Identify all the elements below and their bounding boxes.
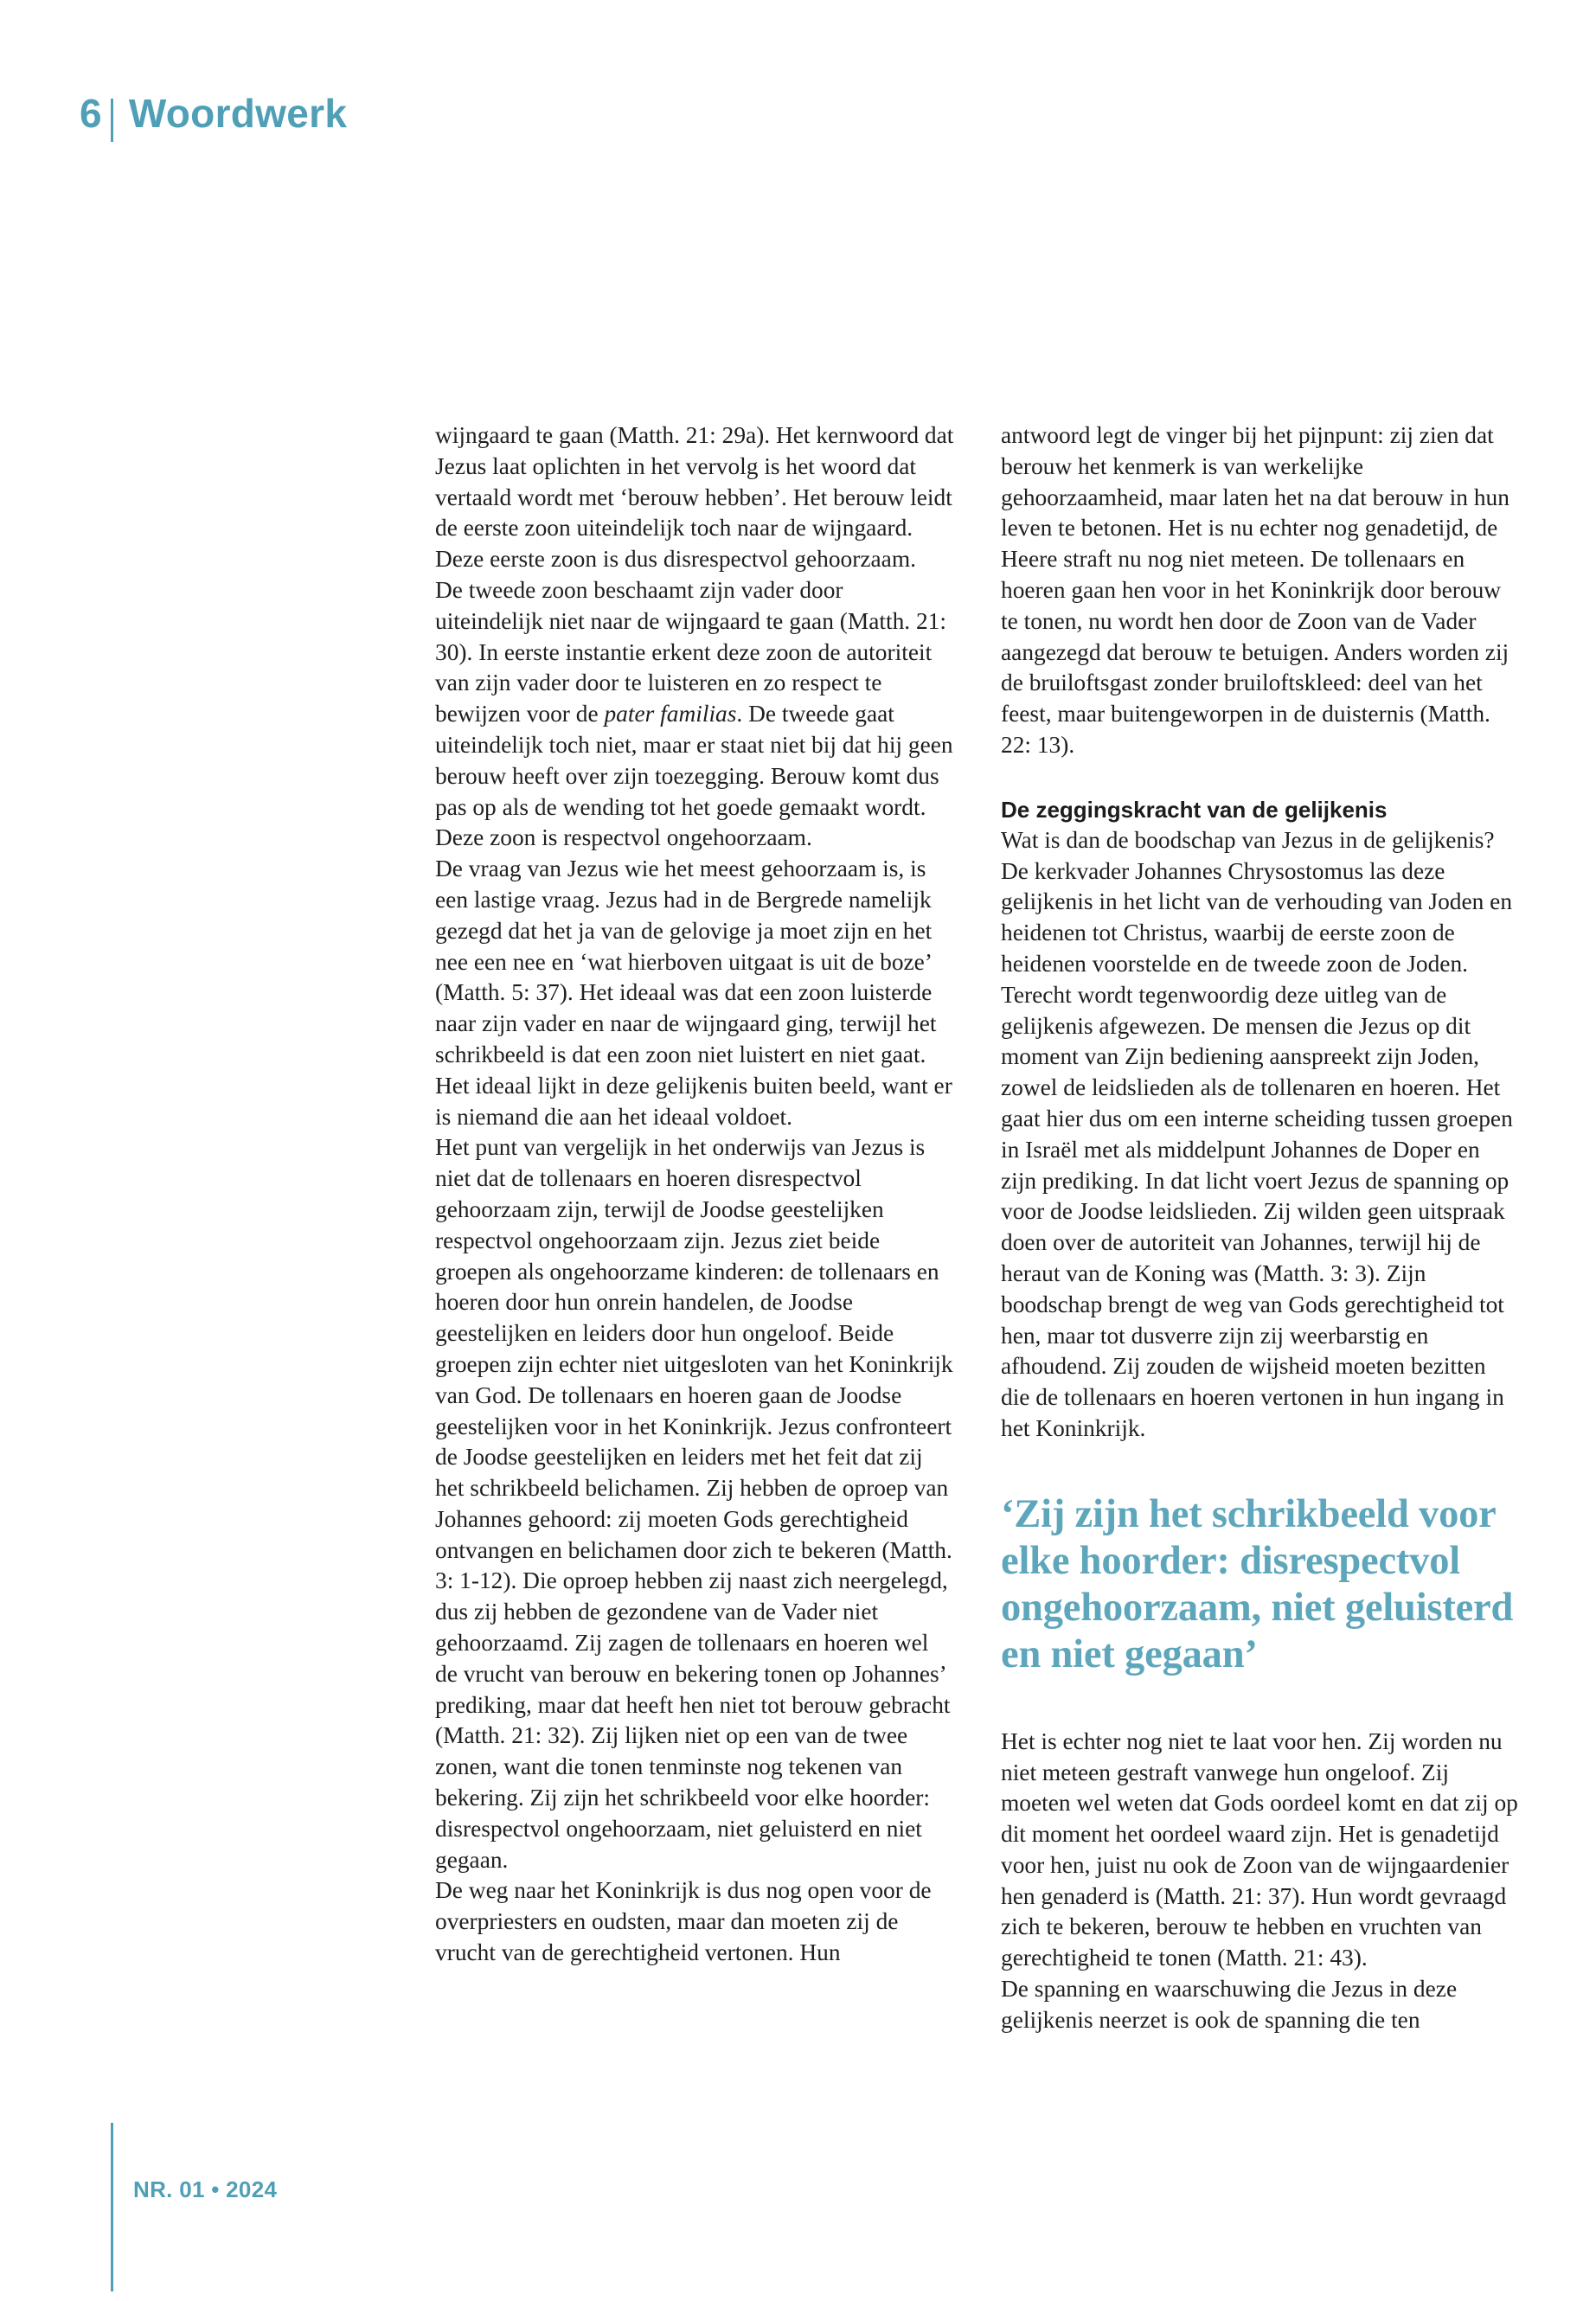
footer-rule: [111, 2123, 113, 2291]
italic-term: pater familias: [604, 701, 737, 727]
pull-quote: ‘Zij zijn het schrikbeeld voor elke hoorder: disrespectvol ongehoorzaam, niet geluisterd en niet gegaan’: [1001, 1491, 1514, 1676]
body-paragraph: De spanning en waarschuwing die Jezus in deze gelijkenis neerzet is ook de spanning die ten: [1001, 1976, 1458, 2033]
header-divider: [111, 99, 113, 142]
body-paragraph: antwoord legt de vinger bij het pijnpunt: zij zien dat berouw het kenmerk is van werkelijke gehoorzaamheid, maar laten het na dat berouw in hun leven te betonen. Het is nu echter nog genadetijd, de Heere straft nu nog niet meteen. De tollenaars en hoeren gaan hen voor in het Koninkrijk door berouw te tonen, nu wordt hen door de Zoon van de Vader aangezegd dat berouw te betuigen. Anders worden zij de bruiloftsgast zonder bruiloftskleed: deel van het feest, maar buitengeworpen in de duisternis (Matth. 22: 13).: [1001, 422, 1509, 758]
page-number: 6: [80, 91, 102, 136]
issue-label: NR. 01 • 2024: [133, 2176, 278, 2202]
left-column: [435, 420, 954, 1969]
body-paragraph: De vraag van Jezus wie het meest gehoorzaam is, is een lastige vraag. Jezus had in de Bergrede namelijk gezegd dat het ja van de gelovige ja moet zijn en het nee een nee en ‘wat hierboven uitgaat is uit de boze’ (Matth. 5: 37). Het ideaal was dat een zoon luisterde naar zijn vader en naar de wijngaard ging, terwijl het schrikbeeld is dat een zoon niet luistert en niet gaat. Het ideaal lijkt in deze gelijkenis buiten beeld, want er is niemand die aan het ideaal voldoet.: [435, 856, 952, 1130]
body-paragraph: De weg naar het Koninkrijk is dus nog open voor de overpriesters en oudsten, maar dan moeten zij de vrucht van de gerechtigheid vertonen. Hun: [435, 1877, 932, 1966]
text-run: . De tweede gaat uiteindelijk toch niet, maar er staat niet bij dat hij geen berouw heeft over zijn toezegging. Berouw komt dus pas op als de wending tot het goede gemaakt wordt. Deze zoon is respectvol ongehoorzaam.: [435, 701, 953, 851]
text-run: De tweede zoon beschaamt zijn vader door uiteindelijk niet naar de wijngaard te gaan (Matth. 21: 30). In eerste instantie erkent deze zoon de autoriteit van zijn vader door te luisteren en zo respect te bewijzen voor de: [435, 576, 946, 727]
right-column: [1001, 420, 1520, 2036]
body-paragraph: [435, 575, 954, 854]
body-paragraph: Het is echter nog niet te laat voor hen. Zij worden nu niet meteen gestraft vanwege hun ongeloof. Zij moeten wel weten dat Gods oordeel komt en dat zij op dit moment het oordeel waard zijn. Het is genadetijd voor hen, juist nu ook de Zoon van de wijngaardenier hen genaderd is (Matth. 21: 37). Hun wordt gevraagd zich te bekeren, berouw te hebben en vruchten van gerechtigheid te tonen (Matth. 21: 43).: [1001, 1727, 1518, 1971]
body-paragraph: Wat is dan de boodschap van Jezus in de gelijkenis? De kerkvader Johannes Chrysostomus las deze gelijkenis in het licht van de verhouding van Joden en heidenen tot Christus, waarbij de eerste zoon de heidenen voorstelde en de tweede zoon de Joden. Terecht wordt tegenwoordig deze uitleg van de gelijkenis afgewezen. De mensen die Jezus op dit moment van Zijn bediening aanspreekt zijn Joden, zowel de leidslieden als de tollenaren en hoeren. Het gaat hier dus om een interne scheiding tussen groepen in Israël met als middelpunt Johannes de Doper en zijn prediking. In dat licht voert Jezus de spanning op voor de Joodse leidslieden. Zij wilden geen uitspraak doen over de autoriteit van Johannes, terwijl hij de heraut van de Koning was (Matth. 3: 3). Zijn boodschap brengt de weg van Gods gerechtigheid tot hen, maar tot dusverre zijn zij weerbarstig en afhoudend. Zij zouden de wijsheid moeten bezitten die de tollenaars en hoeren vertonen in hun ingang in het Koninkrijk.: [1001, 826, 1513, 1441]
section-subheading: De zeggingskracht van de gelijkenis: [1001, 796, 1388, 823]
body-paragraph: wijngaard te gaan (Matth. 21: 29a). Het kernwoord dat Jezus laat oplichten in het vervolg is het woord dat vertaald wordt met ‘berouw hebben’. Het berouw leidt de eerste zoon uiteindelijk toch naar de wijngaard. Deze eerste zoon is dus disrespectvol gehoorzaam.: [435, 422, 954, 573]
body-paragraph: Het punt van vergelijk in het onderwijs van Jezus is niet dat de tollenaars en hoeren disrespectvol gehoorzaam zijn, terwijl de Joodse geestelijken respectvol ongehoorzaam zijn. Jezus ziet beide groepen als ongehoorzame kinderen: de tollenaars en hoeren door hun onrein handelen, de Joodse geestelijken en leiders door hun ongeloof. Beide groepen zijn echter niet uitgesloten van het Koninkrijk van God. De tollenaars en hoeren gaan de Joodse geestelijken voor in het Koninkrijk. Jezus confronteert de Joodse geestelijken en leiders met het feit dat zij het schrikbeeld belichamen. Zij hebben de oproep van Johannes gehoord: zij moeten Gods gerechtigheid ontvangen en belichamen door zich te bekeren (Matth. 3: 1-12). Die oproep hebben zij naast zich neergelegd, dus zij hebben de gezondene van de Vader niet gehoorzaamd. Zij zagen de tollenaars en hoeren wel de vrucht van berouw en bekering tonen op Johannes’ prediking, maar dat heeft hen niet tot berouw gebracht (Matth. 21: 32). Zij lijken niet op een van de twee zonen, want die tonen tenminste nog tekenen van bekering. Zij zijn het schrikbeeld voor elke hoorder: disrespectvol ongehoorzaam, niet geluisterd en niet gegaan.: [435, 1134, 953, 1873]
page-header: [80, 90, 347, 137]
section-title: Woordwerk: [128, 91, 348, 136]
